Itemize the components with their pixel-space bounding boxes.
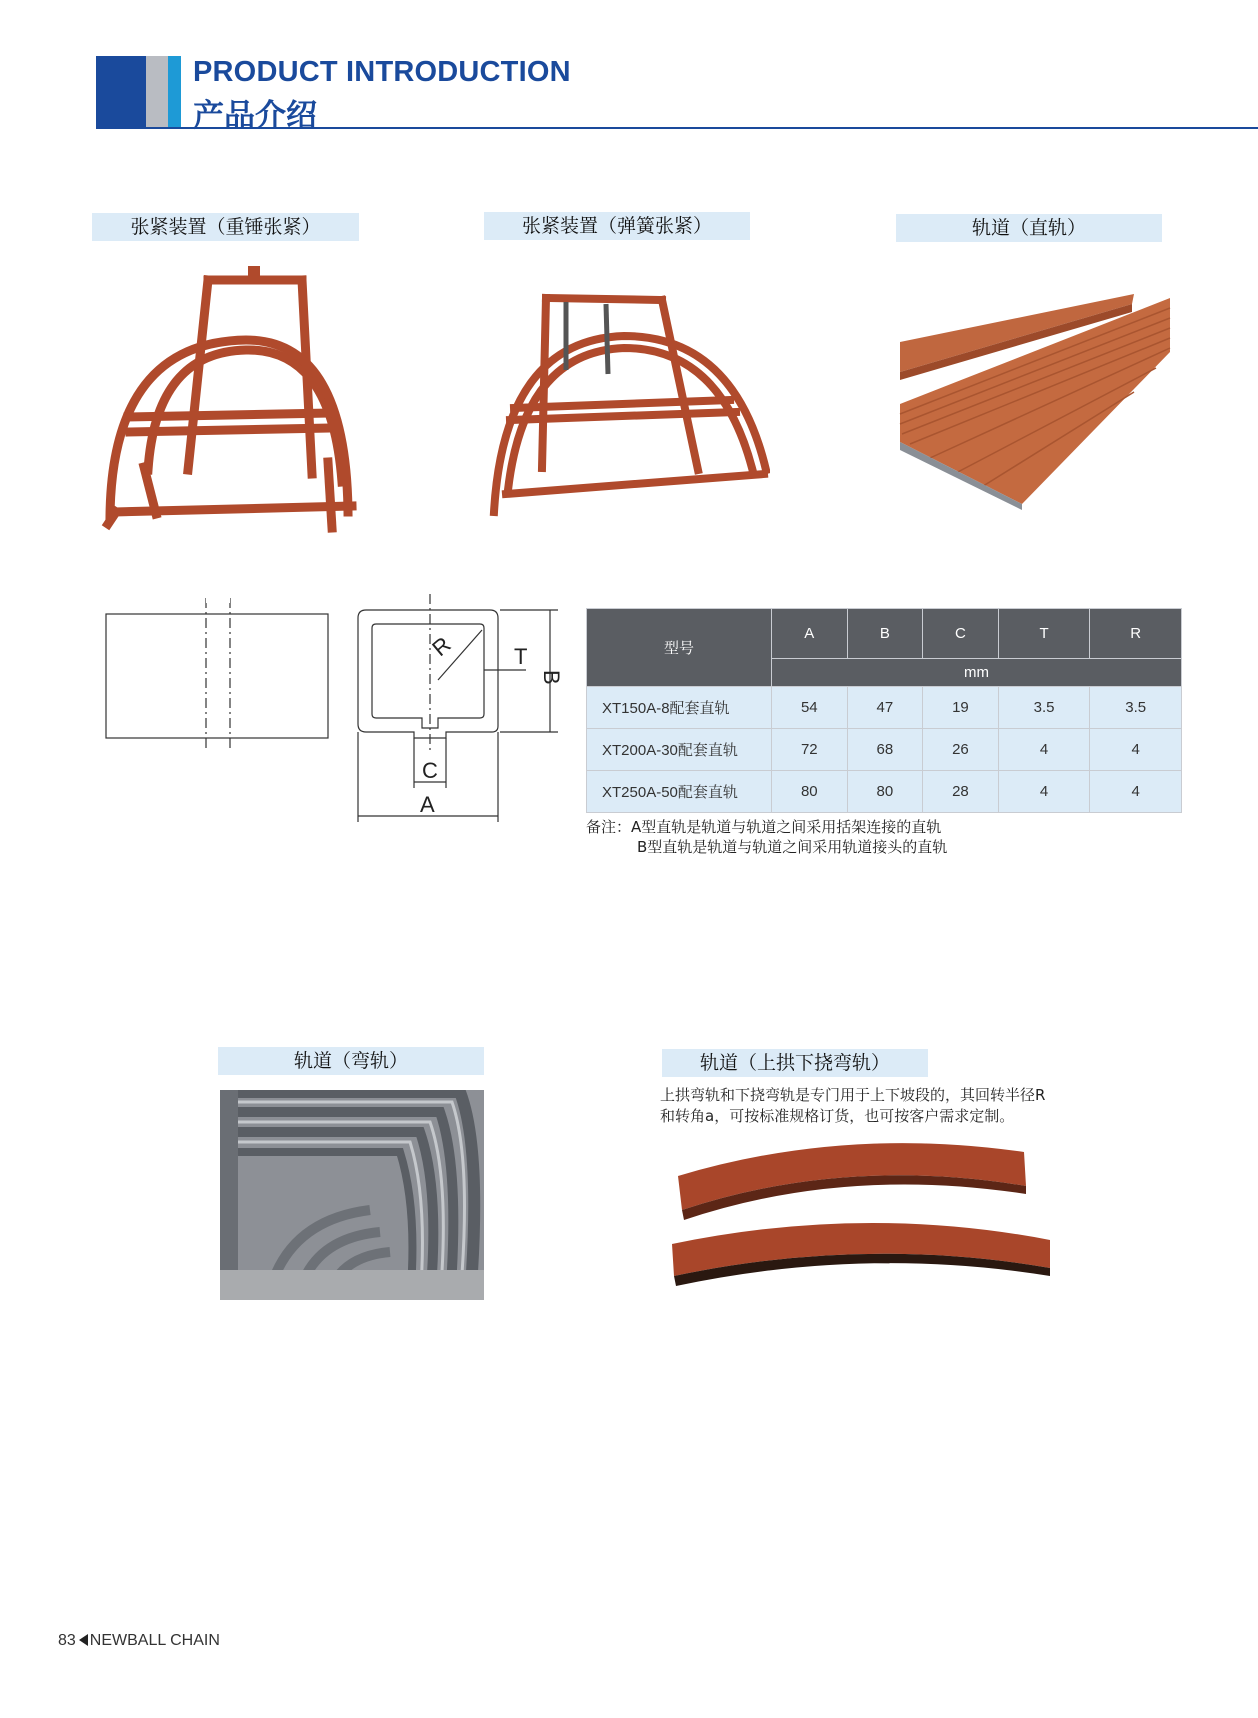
table-header-unit: mm <box>772 659 1182 687</box>
table-cell: 4 <box>998 771 1090 813</box>
table-cell: 4 <box>1090 771 1182 813</box>
table-cell: 3.5 <box>1090 687 1182 729</box>
table-cell: 80 <box>772 771 848 813</box>
table-cell: 72 <box>772 729 848 771</box>
table-cell: 68 <box>847 729 923 771</box>
table-header-model: 型号 <box>587 609 772 687</box>
table-cell: 54 <box>772 687 848 729</box>
table-header-c: C <box>923 609 999 659</box>
table-note-line2: B型直轨是轨道与轨道之间采用轨道接头的直轨 <box>637 838 948 856</box>
footer-brand: NEWBALL CHAIN <box>89 1632 220 1649</box>
table-cell: 80 <box>847 771 923 813</box>
track-vertical-description <box>660 1085 1100 1127</box>
diagram-label-t: T <box>514 644 528 669</box>
diagram-label-b: B <box>539 670 564 685</box>
table-cell: 28 <box>923 771 999 813</box>
table-row <box>587 771 1182 813</box>
label-track-curved: 轨道（弯轨） <box>218 1047 484 1075</box>
tensioner-weight-photo <box>96 262 366 538</box>
table-cell: 3.5 <box>998 687 1090 729</box>
table-cell-model: XT200A-30配套直轨 <box>587 729 772 771</box>
header-accent-bar-blue <box>96 56 146 128</box>
table-cell-model: XT150A-8配套直轨 <box>587 687 772 729</box>
table-header-a: A <box>772 609 848 659</box>
track-vertical-desc-line1: 上拱弯轨和下挠弯轨是专门用于上下坡段的，其回转半径R <box>660 1086 1046 1104</box>
label-tensioner-spring: 张紧装置（弹簧张紧） <box>484 212 750 240</box>
table-cell: 47 <box>847 687 923 729</box>
track-straight-photo <box>894 292 1172 510</box>
table-cell-model: XT250A-50配套直轨 <box>587 771 772 813</box>
table-cell: 4 <box>998 729 1090 771</box>
table-cell: 4 <box>1090 729 1182 771</box>
track-vertical-photo <box>664 1136 1054 1290</box>
label-track-straight: 轨道（直轨） <box>896 214 1162 242</box>
table-header-b: B <box>847 609 923 659</box>
page-number: 83 <box>58 1632 76 1649</box>
page-title-cn: 产品介绍 <box>193 98 317 134</box>
page-title-en: PRODUCT INTRODUCTION <box>193 56 571 88</box>
page-footer <box>58 1632 220 1650</box>
table-note-line1: 备注：A型直轨是轨道与轨道之间采用括架连接的直轨 <box>586 818 942 836</box>
left-arrow-icon <box>79 1634 88 1646</box>
track-vertical-desc-line2: 和转角a，可按标准规格订货，也可按客户需求定制。 <box>660 1107 1015 1125</box>
table-cell: 19 <box>923 687 999 729</box>
table-row <box>587 729 1182 771</box>
table-header-r: R <box>1090 609 1182 659</box>
spec-table <box>586 608 1182 813</box>
tensioner-spring-photo <box>484 290 770 520</box>
table-header-t: T <box>998 609 1090 659</box>
table-cell: 26 <box>923 729 999 771</box>
track-section-diagram <box>96 590 566 830</box>
track-curved-photo <box>220 1090 484 1300</box>
label-tensioner-weight: 张紧装置（重锤张紧） <box>92 213 359 241</box>
diagram-label-r: R <box>427 631 456 662</box>
table-row <box>587 687 1182 729</box>
header-accent-bar-cyan <box>168 56 181 128</box>
diagram-label-a: A <box>420 792 435 817</box>
label-track-vertical: 轨道（上拱下挠弯轨） <box>662 1049 928 1077</box>
header-accent-bar-gray <box>146 56 168 128</box>
diagram-label-c: C <box>422 758 438 783</box>
